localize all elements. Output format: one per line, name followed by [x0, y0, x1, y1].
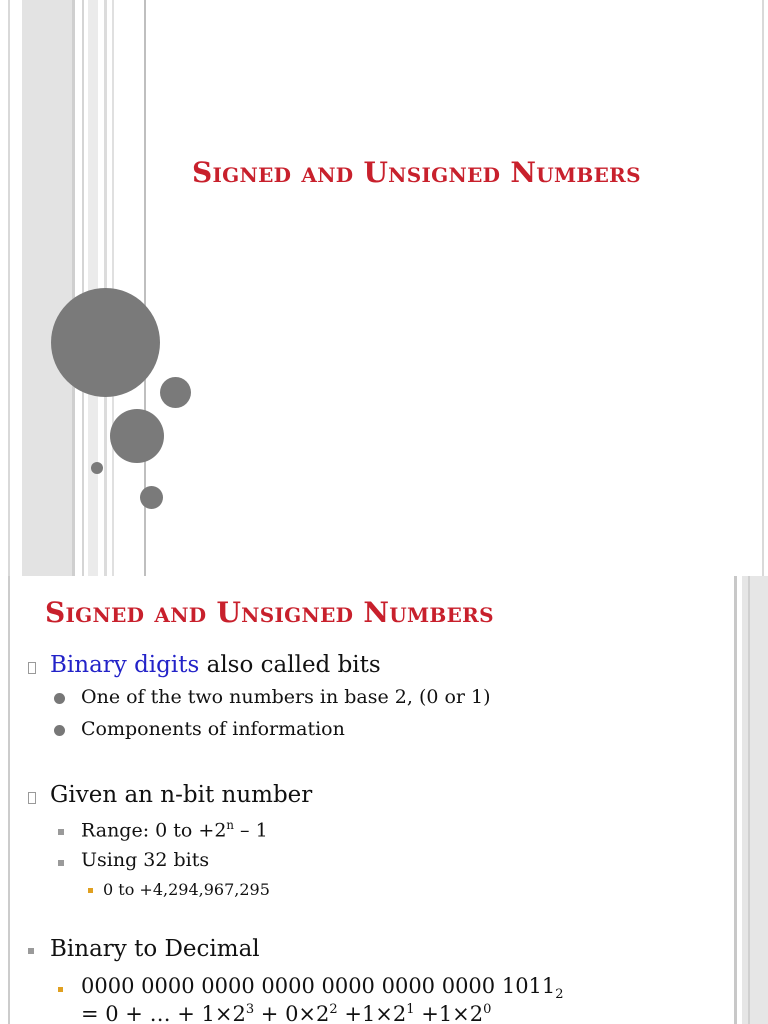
decor-stripe [22, 0, 72, 576]
bullet-square-gold-icon [58, 987, 63, 992]
decor-circle [91, 462, 103, 474]
expansion-exponent: 0 [483, 1002, 492, 1017]
sub-bullet: One of the two numbers in base 2, (0 or 1) [81, 686, 491, 708]
expansion-term: +1×2 [337, 1002, 407, 1024]
sub-bullet: Using 32 bits [81, 849, 210, 871]
range-prefix: Range: 0 to +2 [81, 819, 227, 842]
sub-bullet: Components of information [81, 718, 345, 740]
decor-stripe [762, 0, 764, 576]
binary-digits: 0000 0000 0000 0000 0000 0000 0000 1011 [81, 974, 556, 998]
expansion-exponent: 1 [406, 1002, 415, 1017]
expansion-exponent: 2 [329, 1002, 338, 1017]
binary-base: 2 [555, 987, 564, 1003]
sub-bullet-range [81, 818, 268, 841]
bullet-text: also called bits [199, 652, 381, 678]
expansion-exponent: 3 [245, 1002, 255, 1017]
sub-sub-bullet: 0 to +4,294,967,295 [103, 880, 270, 899]
decimal-expansion [81, 1002, 491, 1024]
bullet-binary-digits [50, 652, 381, 678]
bullet-square-icon [28, 948, 34, 954]
expansion-term: +1×2 [414, 1002, 484, 1024]
bullet-circle-icon [54, 693, 65, 704]
expansion-term: + 0×2 [254, 1002, 330, 1024]
highlight-text: Binary digits [50, 652, 200, 678]
bullet-square-icon [58, 860, 64, 866]
content-slide [0, 576, 768, 1024]
decor-circle [110, 409, 164, 463]
expansion-term: = 0 + … + 1×2 [81, 1002, 246, 1024]
bullet-square-gold-icon [88, 888, 93, 893]
slide-title: Signed and Unsigned Numbers [192, 156, 641, 189]
slide-title: Signed and Unsigned Numbers [45, 596, 494, 629]
decor-stripe [8, 0, 10, 576]
bullet-nbit: Given an n-bit number [50, 782, 313, 808]
bullet-binary-decimal: Binary to Decimal [50, 936, 260, 962]
decor-stripe [82, 0, 84, 576]
decor-stripe [72, 0, 75, 576]
range-suffix: – 1 [233, 819, 268, 842]
decor-stripe [734, 576, 737, 1024]
decor-stripe [8, 576, 10, 1024]
decor-stripe [742, 576, 768, 1024]
decor-circle [140, 486, 163, 509]
bullet-square-icon [58, 829, 64, 835]
decor-circle [51, 288, 160, 397]
range-exponent: n [226, 818, 234, 832]
bullet-box-icon [28, 792, 36, 804]
bullet-box-icon [28, 662, 36, 674]
binary-number [81, 974, 564, 1002]
bullet-circle-icon [54, 725, 65, 736]
decor-stripe [748, 576, 750, 1024]
decor-circle [160, 377, 191, 408]
